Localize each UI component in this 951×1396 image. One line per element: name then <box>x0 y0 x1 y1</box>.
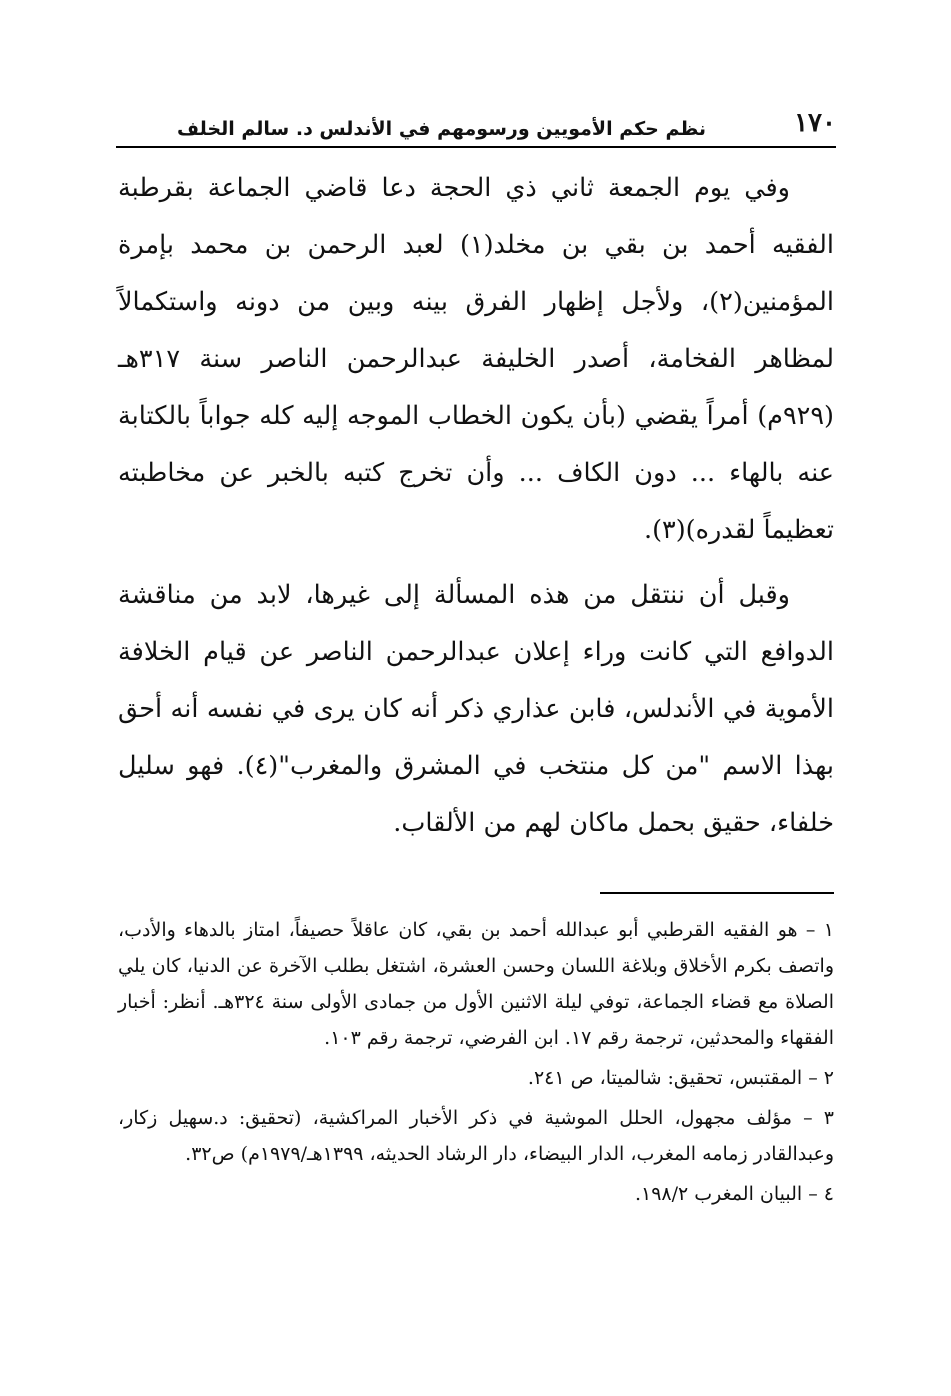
footnote: ١ – هو الفقيه القرطبي أبو عبدالله أحمد بن بقي، كان عاقلاً حصيفاً، امتاز بالدهاء والأدب، واتصف بكرم الأخلاق وبلاغة اللسان وحسن العشرة، اشتغل بطلب الآخرة عن الدنيا، كان يلي الصلاة مع قضاء الجماعة، توفي ليلة الاثنين الأول من جمادى الأولى سنة ٣٢٤هـ. أنظر: أخبار الفقهاء والمحدثين، ترجمة رقم ١٧. ابن الفرضي، ترجمة رقم ١٠٣. <box>118 919 835 1049</box>
footnotes <box>118 912 834 1216</box>
footnote-separator <box>600 892 834 894</box>
footnote: ٢ – المقتبس، تحقيق: شالميتا، ص ٢٤١. <box>527 1067 834 1089</box>
body-text <box>118 160 834 860</box>
body-paragraph: وفي يوم الجمعة ثاني ذي الحجة دعا قاضي الجماعة بقرطبة الفقيه أحمد بن بقي بن مخلد(١) لعبد الرحمن بن محمد بإمرة المؤمنين(٢)، ولأجل إظهار الفرق بينه وبين من دونه واستكمالاً لمظاهر الفخامة، أصدر الخليفة عبدالرحمن الناصر سنة ٣١٧هـ (٩٢٩م) أمراً يقضي (بأن يكون الخطاب الموجه إليه كله جواباً بالكتابة عنه بالهاء ... دون الكاف ... وأن تخرج كتبه بالخبر عن مخاطبته تعظيماً لقدره)(٣). <box>118 173 835 545</box>
running-title: نظم حكم الأمويين ورسومهم في الأندلس د. سالم الخلف <box>177 118 706 140</box>
page-header <box>116 104 836 148</box>
page-number: ١٧٠ <box>794 108 836 138</box>
footnote: ٣ – مؤلف مجهول، الحلل الموشية في ذكر الأخبار المراكشية، (تحقيق: د.سهيل زكار، وعبدالقادر زمامه المغرب، الدار البيضاء، دار الرشاد الحديثه، ١٣٩٩هـ/١٩٧٩م) ص٣٢. <box>118 1107 834 1165</box>
header-rule <box>116 146 836 148</box>
body-paragraph: وقبل أن ننتقل من هذه المسألة إلى غيرها، لابد من مناقشة الدوافع التي كانت وراء إعلان عبدالرحمن الناصر عن قيام الخلافة الأموية في الأندلس، فابن عذاري ذكر أنه كان يرى في نفسه أنه أحق بهذا الاسم "من كل منتخب في المشرق والمغرب"(٤). فهو سليل خلفاء، حقيق بحمل ماكان لهم من الألقاب. <box>118 580 835 838</box>
footnote: ٤ – البيان المغرب ١٩٨/٢. <box>634 1183 834 1205</box>
